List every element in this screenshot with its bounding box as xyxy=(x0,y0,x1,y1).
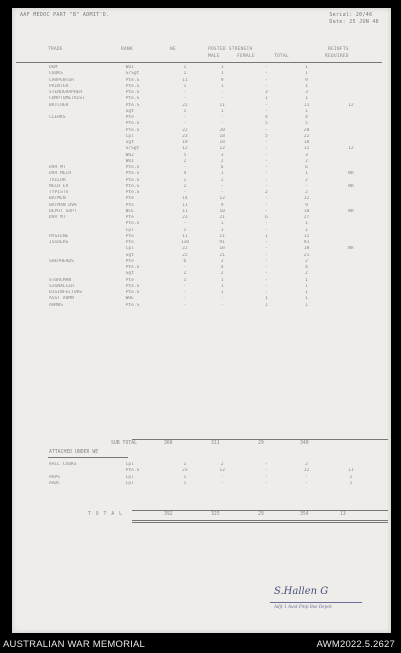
cell-fem: 1 xyxy=(264,296,268,302)
cell-fem: - xyxy=(264,290,268,295)
cell-rank: WO1 xyxy=(125,158,134,164)
cell-trade: SHEPHERDS xyxy=(49,258,74,264)
subtotal-rule xyxy=(132,439,388,440)
cell-male: - xyxy=(220,96,224,102)
cell-male: 11 xyxy=(219,233,225,239)
cell-ne: 1 xyxy=(183,71,187,77)
col-total: TOTAL xyxy=(274,54,289,59)
cell-ne: - xyxy=(183,165,187,170)
cell-ne: - xyxy=(183,115,187,120)
cell-male: 18 xyxy=(219,133,225,139)
cell-ne: 23 xyxy=(182,215,188,220)
cell-male: 12 xyxy=(219,468,225,474)
total-female: 29 xyxy=(258,512,264,517)
cell-male: 1 xyxy=(220,290,224,295)
cell-rank: Pte.S xyxy=(125,177,140,183)
cell-fem: 1 xyxy=(264,302,268,308)
cell-male: 1 xyxy=(220,277,224,283)
cell-male: - xyxy=(220,480,224,486)
cell-male: - xyxy=(220,115,224,120)
cell-req: NR xyxy=(348,208,354,214)
cell-tot: 12 xyxy=(303,233,310,239)
total-male: 325 xyxy=(211,512,220,517)
cell-male: 9 xyxy=(220,202,224,208)
cell-tot: 5 xyxy=(305,121,308,127)
cell-tot: 2 xyxy=(305,271,308,277)
cell-ne: 12 xyxy=(182,146,188,152)
cell-male: 1 xyxy=(220,65,224,70)
cell-tot: 1 xyxy=(305,227,308,233)
cell-fem: - xyxy=(264,65,268,70)
cell-ne: 22 xyxy=(182,252,188,258)
cell-rank: Pte.S xyxy=(125,183,140,189)
cell-req: 12 xyxy=(348,146,354,152)
cell-ne: - xyxy=(183,302,187,308)
cell-fem: - xyxy=(264,252,268,258)
col-posted-strength: POSTED STRENGTH xyxy=(208,47,253,52)
cell-rank: Pte.S xyxy=(125,468,140,474)
cell-tot: 20 xyxy=(303,127,310,133)
cell-tot: 4 xyxy=(305,265,308,270)
cell-fem: 2 xyxy=(264,190,268,195)
footer-institution: AUSTRALIAN WAR MEMORIAL xyxy=(3,639,146,650)
cell-ne: 11 xyxy=(182,208,188,214)
cell-tot: 11 xyxy=(303,102,310,108)
cell-male: 2 xyxy=(220,177,224,183)
cell-rank: Sgt xyxy=(125,271,134,277)
col-reinfts: REINFTS xyxy=(328,47,349,52)
cell-male: 20 xyxy=(219,127,225,133)
cell-rank: Cpl xyxy=(125,462,134,467)
cell-tot: 2 xyxy=(305,158,308,164)
cell-rank: Pte xyxy=(125,215,134,220)
cell-fem: 3 xyxy=(264,90,268,95)
cell-tot: 21 xyxy=(303,252,310,258)
cell-trade: STOREMAN xyxy=(49,277,72,283)
cell-fem: - xyxy=(264,71,268,77)
cell-rank: Pte.S xyxy=(125,102,140,108)
cell-tot: 1 xyxy=(305,171,308,177)
cell-trade: DEPOT SUPT xyxy=(49,208,77,214)
cell-ne: - xyxy=(183,296,187,302)
cell-tot: 12 xyxy=(303,468,310,474)
cell-ne: 1 xyxy=(183,108,187,114)
cell-fem: - xyxy=(264,77,268,83)
cell-tot: 27 xyxy=(303,215,310,220)
total-total: 354 xyxy=(300,512,309,517)
cell-ne: 11 xyxy=(182,77,188,83)
cell-trade: HYGIENE xyxy=(49,233,69,239)
document-page xyxy=(12,8,391,633)
cell-tot: 12 xyxy=(303,146,310,152)
cell-tot: 1 xyxy=(305,277,308,283)
col-rank: RANK xyxy=(121,47,133,52)
cell-rank: Pte xyxy=(125,115,134,120)
cell-tot: 6 xyxy=(305,165,308,170)
cell-tot: 3 xyxy=(305,152,308,158)
cell-male: - xyxy=(220,474,224,480)
cell-ne: 1 xyxy=(183,474,187,480)
cell-fem: - xyxy=(264,271,268,277)
cell-fem: 6 xyxy=(264,215,268,220)
subtotal-total: 340 xyxy=(300,441,309,446)
cell-tot: 1 xyxy=(305,71,308,77)
cell-fem: - xyxy=(264,196,268,202)
cell-rank: Pte.S xyxy=(125,283,140,289)
cell-male: - xyxy=(220,183,224,189)
subtotal-ne: 366 xyxy=(164,441,173,446)
attached-underline xyxy=(48,457,128,458)
cell-male: 2 xyxy=(220,462,224,467)
cell-trade: PAINTER xyxy=(49,83,69,89)
subtotal-female: 29 xyxy=(258,441,264,446)
cell-trade: COOKS xyxy=(49,71,63,77)
cell-ne: - xyxy=(183,121,187,127)
cell-tot: 2 xyxy=(305,462,308,467)
total-rule-double xyxy=(132,522,388,523)
cell-tot: 1 xyxy=(305,296,308,302)
cell-trade: DVR MT xyxy=(49,215,66,220)
cell-fem: - xyxy=(264,227,268,233)
cell-trade: DVR MT xyxy=(49,165,66,170)
cell-ne: 1 xyxy=(183,83,187,89)
cell-rank: Pte xyxy=(125,240,134,245)
cell-ne: 11 xyxy=(182,202,188,208)
cell-rank: Sgt xyxy=(125,252,134,258)
cell-fem: - xyxy=(264,258,268,264)
cell-rank: Pte xyxy=(125,277,134,283)
subtotal-male: 311 xyxy=(211,441,220,446)
cell-ne: 23 xyxy=(182,468,188,474)
document-title: AAF MEDOC PART "B" ADMIT'D. xyxy=(20,12,110,18)
attached-table xyxy=(20,462,376,487)
cell-ne: 1 xyxy=(183,277,187,283)
cell-male: 91 xyxy=(219,240,225,245)
col-required: REQUIRED xyxy=(325,54,349,59)
cell-male: 9 xyxy=(220,77,224,83)
cell-rank: Pte.S xyxy=(125,221,140,227)
cell-ne: - xyxy=(183,96,187,102)
cell-tot: 1 xyxy=(305,83,308,89)
cell-fem: - xyxy=(264,171,268,177)
cell-ne: - xyxy=(183,283,187,289)
cell-tot: - xyxy=(305,480,308,486)
cell-ne: - xyxy=(183,190,187,195)
col-trade: TRADE xyxy=(48,47,63,52)
table-row xyxy=(20,481,376,487)
cell-fem: - xyxy=(264,480,268,486)
col-male: MALE xyxy=(208,54,220,59)
cell-rank: Pte xyxy=(125,233,134,239)
cell-fem: 1 xyxy=(264,233,268,239)
cell-male: 1 xyxy=(220,71,224,77)
cell-tot: 1 xyxy=(305,283,308,289)
cell-fem: - xyxy=(264,102,268,108)
cell-rank: Pte.S xyxy=(125,265,140,270)
cell-fem: - xyxy=(264,221,268,227)
cell-trade: AADC xyxy=(49,480,61,486)
cell-tot: 9 xyxy=(305,202,308,208)
cell-fem: - xyxy=(264,127,268,133)
cell-tot: 1 xyxy=(305,290,308,295)
cell-male: 1 xyxy=(220,171,224,177)
cell-male: 12 xyxy=(219,146,225,152)
cell-rank: Pte.S xyxy=(125,290,140,295)
cell-rank: Cpl xyxy=(125,246,134,252)
cell-rank: Pte.S xyxy=(125,190,140,195)
cell-tot: 12 xyxy=(303,196,310,202)
cell-rank: Pte xyxy=(125,196,134,202)
cell-male: - xyxy=(220,90,224,95)
cell-fem: - xyxy=(264,177,268,183)
cell-rank: WOE xyxy=(125,296,134,302)
cell-trade: BATMAN DVR xyxy=(49,202,77,208)
cell-male: - xyxy=(220,190,224,195)
cell-male: 3 xyxy=(220,152,224,158)
cell-rank: WO2 xyxy=(125,152,134,158)
cell-req: 11 xyxy=(348,468,354,474)
cell-tot: 91 xyxy=(303,240,310,245)
cell-ne: 22 xyxy=(182,102,188,108)
cell-trade: AACC COOKS xyxy=(49,462,77,467)
cell-fem: - xyxy=(264,265,268,270)
col-female: FEMALE xyxy=(237,54,255,59)
table-row xyxy=(20,303,376,309)
cell-tot: 3 xyxy=(305,90,308,95)
cell-trade: BATCHER xyxy=(49,102,69,108)
col-ne: NE xyxy=(170,47,176,52)
cell-fem: 5 xyxy=(264,121,268,127)
cell-trade: STENOGRAPHER xyxy=(49,90,83,95)
cell-tot: 10 xyxy=(303,208,310,214)
cell-male: 2 xyxy=(220,271,224,277)
cell-ne: - xyxy=(183,265,187,270)
cell-fem: - xyxy=(264,158,268,164)
cell-fem: - xyxy=(264,462,268,467)
signature-line xyxy=(270,602,362,603)
cell-rank: Pte.S xyxy=(125,171,140,177)
cell-tot: 1 xyxy=(305,302,308,308)
cell-male: 18 xyxy=(219,246,225,252)
cell-tot: - xyxy=(305,474,308,480)
cell-trade: BATMEN xyxy=(49,196,66,202)
cell-ne: 14 xyxy=(182,196,188,202)
footer-accession-number: AWM2022.5.2627 xyxy=(316,639,395,650)
cell-ne: 6 xyxy=(183,258,187,264)
cell-tot: 18 xyxy=(303,140,310,145)
cell-trade: CLERKS xyxy=(49,115,66,120)
cell-rank: NCE xyxy=(125,208,134,214)
cell-ne: - xyxy=(183,90,187,95)
cell-rank: Sgt xyxy=(125,108,134,114)
total-required: 13 xyxy=(340,512,346,517)
cell-rank: S/Sgt xyxy=(125,71,140,77)
cell-fem: - xyxy=(264,277,268,283)
signature-title: Adjt 1 Aust Fmp Bse Depot xyxy=(274,604,332,609)
cell-ne: 23 xyxy=(182,133,188,139)
cell-rank: Pte.S xyxy=(125,83,140,89)
cell-trade: AAMWS xyxy=(49,302,63,308)
cell-fem: - xyxy=(264,240,268,245)
cell-ne: 1 xyxy=(183,480,187,486)
cell-rank: Sgt xyxy=(125,140,134,145)
cell-req: 1 xyxy=(349,474,353,480)
cell-fem: - xyxy=(264,283,268,289)
cell-trade: ISSUERS xyxy=(49,240,69,245)
cell-male: 1 xyxy=(220,283,224,289)
total-rule-bottom xyxy=(132,520,388,521)
cell-rank: Pte.S xyxy=(125,302,140,308)
strength-table xyxy=(20,65,376,309)
cell-fem: - xyxy=(264,183,268,189)
cell-rank: Pte.S xyxy=(125,90,140,95)
cell-fem: - xyxy=(264,83,268,89)
cell-male: 2 xyxy=(220,258,224,264)
cell-rank: Pte xyxy=(125,202,134,208)
cell-ne: 1 xyxy=(183,177,187,183)
cell-fem: 1 xyxy=(264,96,268,102)
cell-tot: 1 xyxy=(305,108,308,114)
cell-male: 1 xyxy=(220,227,224,233)
cell-rank: Cpl xyxy=(125,133,134,139)
cell-male: 21 xyxy=(219,215,225,220)
cell-trade: AAPS xyxy=(49,474,61,480)
cell-tot: 2 xyxy=(305,177,308,183)
cell-fem: - xyxy=(264,165,268,170)
cell-fem: 4 xyxy=(264,115,268,120)
cell-male: 1 xyxy=(220,108,224,114)
cell-req: NR xyxy=(348,246,354,252)
cell-male: 4 xyxy=(220,265,224,270)
cell-rank: Pte.S xyxy=(125,165,140,170)
cell-rank: S/Sgt xyxy=(125,146,140,152)
cell-male: 1 xyxy=(220,83,224,89)
cell-tot: 4 xyxy=(305,115,308,120)
cell-tot: 1 xyxy=(305,65,308,70)
cell-tot: 2 xyxy=(305,258,308,264)
cell-male: 10 xyxy=(219,208,225,214)
cell-req: NR xyxy=(348,171,354,177)
signature: S.Hallen G xyxy=(274,586,329,597)
serial-number: Serial: 20/46 xyxy=(329,12,373,18)
cell-rank: Pte.S xyxy=(125,121,140,127)
header-rule xyxy=(16,62,382,63)
cell-req: 12 xyxy=(348,102,354,108)
cell-male: 12 xyxy=(219,196,225,202)
cell-rank: Pte xyxy=(125,258,134,264)
cell-fem: - xyxy=(264,474,268,480)
cell-ne: 4 xyxy=(183,171,187,177)
attached-heading: ATTACHED UNDER WE xyxy=(49,450,99,455)
cell-trade: SIGNALLER xyxy=(49,283,74,289)
cell-trade: ASST ADMN xyxy=(49,296,74,302)
cell-ne: 2 xyxy=(183,183,187,189)
cell-rank: Pte.S xyxy=(125,127,140,133)
cell-rank: Pte.S xyxy=(125,96,140,102)
cell-rank: Pte.S xyxy=(125,77,140,83)
cell-tot: 2 xyxy=(305,190,308,195)
cell-ne: 1 xyxy=(183,227,187,233)
cell-trade: DGM xyxy=(49,65,58,70)
cell-ne: 11 xyxy=(182,233,188,239)
cell-trade: TYPISTS xyxy=(49,190,69,195)
cell-trade: DVR MECH xyxy=(49,171,72,177)
total-label: T O T A L xyxy=(88,512,123,517)
cell-fem: - xyxy=(264,152,268,158)
cell-rank: WO1 xyxy=(125,65,134,70)
serial-block xyxy=(329,12,379,26)
cell-rank: Cpl xyxy=(125,474,134,480)
cell-male: 21 xyxy=(219,252,225,258)
cell-tot: - xyxy=(305,183,308,189)
cell-fem: - xyxy=(264,208,268,214)
cell-ne: 19 xyxy=(182,140,188,145)
cell-male: 11 xyxy=(219,102,225,108)
cell-req: 1 xyxy=(349,480,353,486)
cell-trade: DISINFECTORS xyxy=(49,290,83,295)
cell-tot: 1 xyxy=(305,221,308,227)
cell-rank: Cpl xyxy=(125,227,134,233)
cell-tot: 1 xyxy=(305,96,308,102)
cell-fem: - xyxy=(264,468,268,474)
cell-ne: 110 xyxy=(180,240,190,245)
cell-trade: TAILOR xyxy=(49,177,66,183)
cell-trade: CARPENTER xyxy=(49,77,74,83)
cell-fem: - xyxy=(264,202,268,208)
cell-ne: 22 xyxy=(182,246,188,252)
cell-male: - xyxy=(220,296,224,302)
cell-ne: 1 xyxy=(183,462,187,467)
total-rule-top xyxy=(132,510,388,511)
cell-trade: MECH EV xyxy=(49,183,69,189)
cell-ne: 1 xyxy=(183,65,187,70)
cell-fem: - xyxy=(264,108,268,114)
cell-male: 1 xyxy=(220,221,224,227)
cell-req: NR xyxy=(348,183,354,189)
cell-tot: 22 xyxy=(303,133,310,139)
cell-ne: 2 xyxy=(183,271,187,277)
total-ne: 392 xyxy=(164,512,173,517)
document-date: Date: 25 JUN 46 xyxy=(329,19,379,25)
cell-ne: 5 xyxy=(183,152,187,158)
cell-tot: 9 xyxy=(305,77,308,83)
cell-tot: 18 xyxy=(303,246,310,252)
cell-fem: - xyxy=(264,146,268,152)
cell-rank: Cpl xyxy=(125,480,134,486)
cell-fem: - xyxy=(264,140,268,145)
cell-ne: - xyxy=(183,290,187,295)
cell-fem: - xyxy=(264,246,268,252)
cell-male: 6 xyxy=(220,165,224,170)
cell-ne: - xyxy=(183,221,187,227)
cell-male: 18 xyxy=(219,140,225,145)
cell-male: - xyxy=(220,121,224,127)
cell-req xyxy=(326,303,376,309)
subtotal-label: SUB TOTAL xyxy=(111,441,137,446)
cell-ne: 22 xyxy=(182,127,188,133)
cell-male: - xyxy=(220,302,224,308)
cell-trade: COMPTOMETRIST xyxy=(49,96,85,102)
cell-ne: 2 xyxy=(183,158,187,164)
cell-fem: 5 xyxy=(264,133,268,139)
cell-male: 2 xyxy=(220,158,224,164)
